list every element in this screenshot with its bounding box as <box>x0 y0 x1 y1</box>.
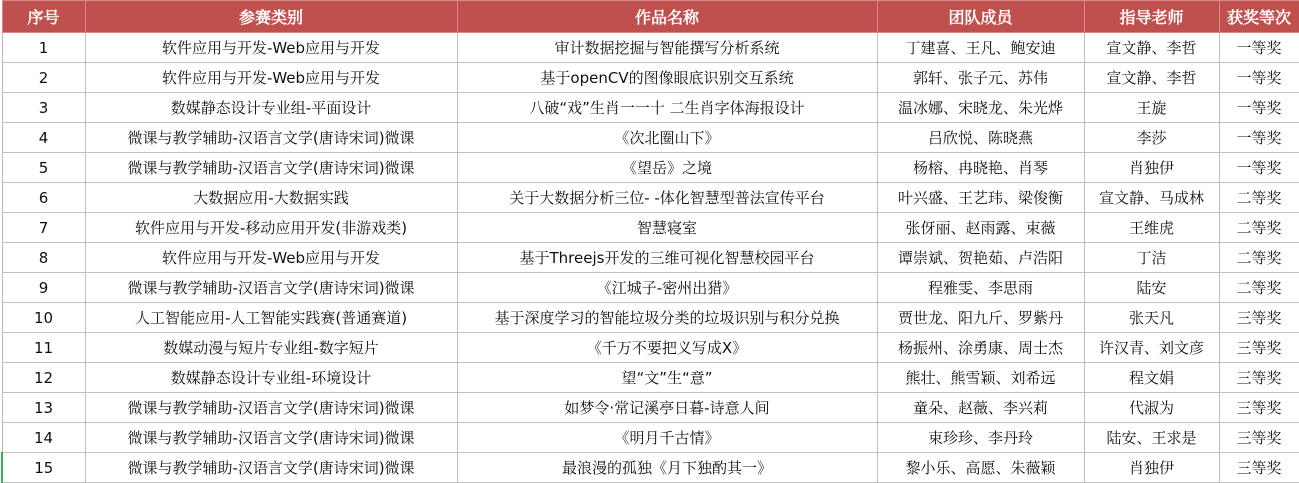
cell-seq[interactable]: 10 <box>2 303 85 333</box>
cell-category[interactable]: 数媒静态设计专业组-平面设计 <box>85 93 457 123</box>
cell-category[interactable]: 微课与教学辅助-汉语言文学(唐诗宋词)微课 <box>85 423 457 453</box>
cell-members[interactable]: 郭轩、张子元、苏伟 <box>877 63 1084 93</box>
cell-work[interactable]: 关于大数据分析三位- -体化智慧型普法宣传平台 <box>457 183 877 213</box>
table-row <box>2 453 1299 483</box>
cell-category[interactable]: 微课与教学辅助-汉语言文学(唐诗宋词)微课 <box>85 393 457 423</box>
cell-advisor[interactable]: 肖独伊 <box>1084 453 1219 483</box>
cell-award[interactable]: 二等奖 <box>1219 183 1299 213</box>
cell-work[interactable]: 智慧寝室 <box>457 213 877 243</box>
cell-work[interactable]: 审计数据挖掘与智能撰写分析系统 <box>457 33 877 63</box>
cell-work[interactable]: 《千万不要把义写成X》 <box>457 333 877 363</box>
table-row <box>2 63 1299 93</box>
table-row <box>2 243 1299 273</box>
cell-advisor[interactable]: 陆安、王求是 <box>1084 423 1219 453</box>
header-award[interactable]: 获奖等次 <box>1219 1 1299 33</box>
cell-advisor[interactable]: 宣文静、马成林 <box>1084 183 1219 213</box>
table-row <box>2 363 1299 393</box>
cell-award[interactable]: 三等奖 <box>1219 423 1299 453</box>
cell-category[interactable]: 数媒动漫与短片专业组-数字短片 <box>85 333 457 363</box>
cell-members[interactable]: 温冰娜、宋晓龙、朱光烨 <box>877 93 1084 123</box>
cell-seq[interactable]: 8 <box>2 243 85 273</box>
table-row <box>2 183 1299 213</box>
cell-award[interactable]: 三等奖 <box>1219 333 1299 363</box>
cell-award[interactable]: 三等奖 <box>1219 303 1299 333</box>
cell-members[interactable]: 黎小乐、高愿、朱薇颖 <box>877 453 1084 483</box>
cell-advisor[interactable]: 王旋 <box>1084 93 1219 123</box>
cell-category[interactable]: 微课与教学辅助-汉语言文学(唐诗宋词)微课 <box>85 453 457 483</box>
cell-award[interactable]: 一等奖 <box>1219 93 1299 123</box>
cell-advisor[interactable]: 张天凡 <box>1084 303 1219 333</box>
cell-award[interactable]: 一等奖 <box>1219 153 1299 183</box>
cell-members[interactable]: 谭崇斌、贺艳茹、卢浩阳 <box>877 243 1084 273</box>
cell-seq[interactable]: 5 <box>2 153 85 183</box>
cell-members[interactable]: 童朵、赵薇、李兴莉 <box>877 393 1084 423</box>
header-seq[interactable]: 序号 <box>2 1 85 33</box>
cell-members[interactable]: 程雅雯、李思雨 <box>877 273 1084 303</box>
cell-advisor[interactable]: 陆安 <box>1084 273 1219 303</box>
cell-category[interactable]: 微课与教学辅助-汉语言文学(唐诗宋词)微课 <box>85 273 457 303</box>
cell-category[interactable]: 微课与教学辅助-汉语言文学(唐诗宋词)微课 <box>85 153 457 183</box>
cell-members[interactable]: 束珍珍、李丹玲 <box>877 423 1084 453</box>
awards-table <box>1 0 1299 483</box>
cell-work[interactable]: 基于Threejs开发的三维可视化智慧校园平台 <box>457 243 877 273</box>
cell-advisor[interactable]: 宣文静、李哲 <box>1084 33 1219 63</box>
cell-advisor[interactable]: 代淑为 <box>1084 393 1219 423</box>
cell-work[interactable]: 如梦令·常记溪亭日暮-诗意人间 <box>457 393 877 423</box>
cell-category[interactable]: 大数据应用-大数据实践 <box>85 183 457 213</box>
cell-advisor[interactable]: 许汉青、刘文彦 <box>1084 333 1219 363</box>
cell-seq[interactable]: 2 <box>2 63 85 93</box>
cell-advisor[interactable]: 宣文静、李哲 <box>1084 63 1219 93</box>
cell-members[interactable]: 叶兴盛、王艺玮、梁俊衡 <box>877 183 1084 213</box>
cell-work[interactable]: 八破“戏”生肖一一十 二生肖字体海报设计 <box>457 93 877 123</box>
cell-seq[interactable]: 12 <box>2 363 85 393</box>
cell-award[interactable]: 二等奖 <box>1219 243 1299 273</box>
cell-work[interactable]: 望“文”生“意” <box>457 363 877 393</box>
cell-seq[interactable]: 1 <box>2 33 85 63</box>
header-members[interactable]: 团队成员 <box>877 1 1084 33</box>
cell-award[interactable]: 二等奖 <box>1219 273 1299 303</box>
cell-members[interactable]: 熊壮、熊雪颖、刘希远 <box>877 363 1084 393</box>
header-advisor[interactable]: 指导老师 <box>1084 1 1219 33</box>
cell-award[interactable]: 一等奖 <box>1219 33 1299 63</box>
table-row <box>2 153 1299 183</box>
cell-work[interactable]: 最浪漫的孤独《月下独酌其一》 <box>457 453 877 483</box>
cell-seq[interactable]: 13 <box>2 393 85 423</box>
cell-members[interactable]: 吕欣悦、陈晓燕 <box>877 123 1084 153</box>
header-row <box>2 1 1299 33</box>
cell-award[interactable]: 二等奖 <box>1219 213 1299 243</box>
cell-category[interactable]: 人工智能应用-人工智能实践赛(普通赛道) <box>85 303 457 333</box>
cell-seq[interactable]: 4 <box>2 123 85 153</box>
table-row <box>2 423 1299 453</box>
table-row <box>2 333 1299 363</box>
cell-category[interactable]: 数媒静态设计专业组-环境设计 <box>85 363 457 393</box>
cell-seq[interactable]: 6 <box>2 183 85 213</box>
table-row <box>2 213 1299 243</box>
cell-advisor[interactable]: 肖独伊 <box>1084 153 1219 183</box>
cell-category[interactable]: 微课与教学辅助-汉语言文学(唐诗宋词)微课 <box>85 123 457 153</box>
cell-members[interactable]: 杨榕、冉晓艳、肖琴 <box>877 153 1084 183</box>
cell-seq[interactable]: 11 <box>2 333 85 363</box>
cell-work[interactable]: 基于深度学习的智能垃圾分类的垃圾识别与积分兑换 <box>457 303 877 333</box>
table-row <box>2 303 1299 333</box>
cell-category[interactable]: 软件应用与开发-Web应用与开发 <box>85 243 457 273</box>
cell-members[interactable]: 张伢丽、赵雨露、束薇 <box>877 213 1084 243</box>
cell-work[interactable]: 《次北圈山下》 <box>457 123 877 153</box>
cell-work[interactable]: 基于openCV的图像眼底识别交互系统 <box>457 63 877 93</box>
cell-award[interactable]: 一等奖 <box>1219 123 1299 153</box>
table-row <box>2 123 1299 153</box>
table-row <box>2 273 1299 303</box>
table-row <box>2 93 1299 123</box>
cell-seq[interactable]: 9 <box>2 273 85 303</box>
cell-members[interactable]: 杨振州、涂勇康、周士杰 <box>877 333 1084 363</box>
cell-advisor[interactable]: 王维虎 <box>1084 213 1219 243</box>
cell-work[interactable]: 《明月千古情》 <box>457 423 877 453</box>
table-row <box>2 393 1299 423</box>
header-category[interactable]: 参赛类别 <box>85 1 457 33</box>
cell-category[interactable]: 软件应用与开发-Web应用与开发 <box>85 33 457 63</box>
cell-advisor[interactable]: 程文娟 <box>1084 363 1219 393</box>
cell-seq[interactable]: 15 <box>2 453 85 483</box>
cell-members[interactable]: 贾世龙、阳九斤、罗紫丹 <box>877 303 1084 333</box>
cell-award[interactable]: 三等奖 <box>1219 363 1299 393</box>
cell-category[interactable]: 软件应用与开发-移动应用开发(非游戏类) <box>85 213 457 243</box>
cell-seq[interactable]: 3 <box>2 93 85 123</box>
table-row <box>2 33 1299 63</box>
cell-work[interactable]: 《望岳》之境 <box>457 153 877 183</box>
table-body <box>2 33 1299 483</box>
cell-category[interactable]: 软件应用与开发-Web应用与开发 <box>85 63 457 93</box>
cell-advisor[interactable]: 丁洁 <box>1084 243 1219 273</box>
cell-advisor[interactable]: 李莎 <box>1084 123 1219 153</box>
cell-award[interactable]: 一等奖 <box>1219 63 1299 93</box>
cell-seq[interactable]: 14 <box>2 423 85 453</box>
cell-seq[interactable]: 7 <box>2 213 85 243</box>
cell-work[interactable]: 《江城子-密州出猎》 <box>457 273 877 303</box>
header-work[interactable]: 作品名称 <box>457 1 877 33</box>
cell-award[interactable]: 三等奖 <box>1219 393 1299 423</box>
cell-members[interactable]: 丁建喜、王凡、鲍安迪 <box>877 33 1084 63</box>
cell-award[interactable]: 三等奖 <box>1219 453 1299 483</box>
